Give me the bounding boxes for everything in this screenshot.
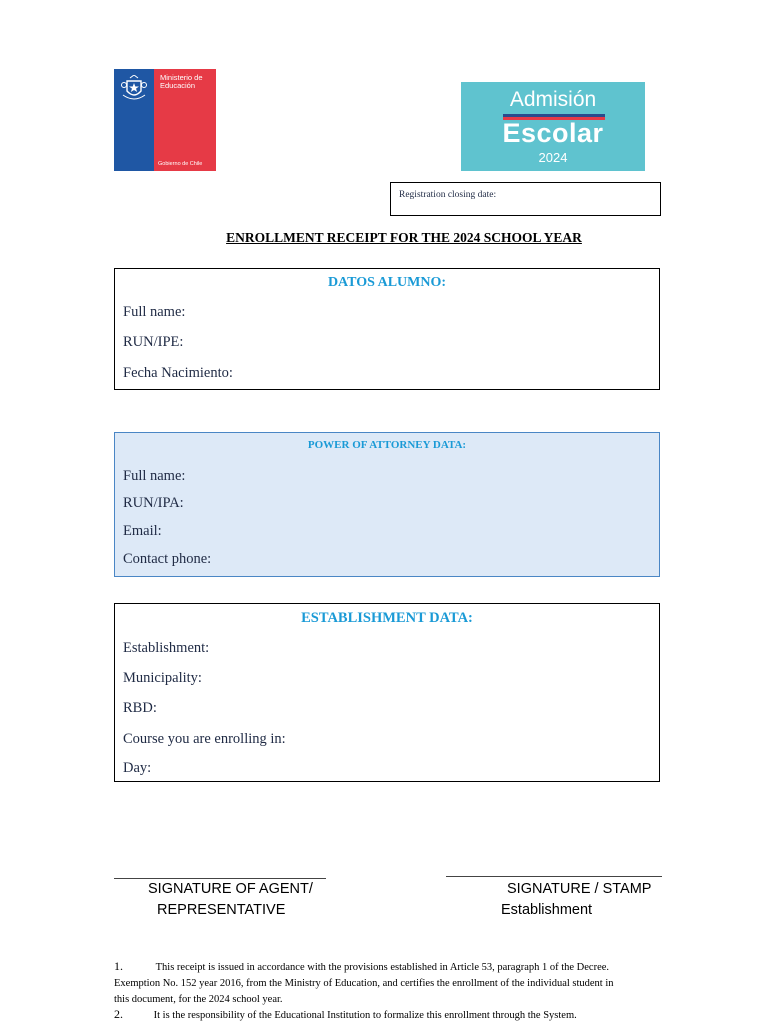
admision-logo-year: 2024 (538, 150, 568, 165)
attorney-run-field: RUN/IPA: (123, 495, 184, 511)
establishment-name-field: Establishment: (123, 640, 210, 656)
student-section-heading: DATOS ALUMNO: (327, 275, 447, 290)
student-data-section (114, 268, 660, 390)
ministry-of-education-logo (114, 69, 216, 171)
logo-blue-band (114, 69, 154, 171)
footnote-1-continuation: Exemption No. 152 year 2016, from the Ministry of Education, and certifies the enrollment of the individual student in (114, 978, 614, 989)
government-label: Gobierno de Chile (158, 161, 203, 167)
admision-logo-line1: Admisión (509, 88, 597, 111)
day-field: Day: (123, 760, 152, 776)
admision-logo-line2: Escolar (502, 118, 604, 148)
coat-of-arms-icon (119, 75, 149, 103)
municipality-field: Municipality: (123, 670, 202, 686)
footnote-1 (114, 958, 674, 1008)
establishment-data-section (114, 603, 660, 782)
footnote-1-number: 1. (114, 959, 123, 973)
footnote-2-number: 2. (114, 1007, 123, 1021)
student-full-name-field: Full name: (123, 304, 186, 320)
registration-closing-date-box (390, 182, 661, 216)
attorney-section-heading: POWER OF ATTORNEY DATA: (307, 439, 467, 451)
footnote-2 (114, 1006, 674, 1024)
agent-signature-sublabel: REPRESENTATIVE (157, 902, 286, 918)
student-run-field: RUN/IPE: (123, 334, 184, 350)
course-field: Course you are enrolling in: (123, 731, 286, 747)
establishment-signature-sublabel: Establishment (501, 902, 593, 918)
footnote-1-continuation-2: this document, for the 2024 school year. (114, 994, 283, 1005)
attorney-email-field: Email: (123, 523, 162, 539)
agent-signature-line (114, 878, 326, 879)
agent-signature-label: SIGNATURE OF AGENT/ (148, 881, 313, 897)
power-of-attorney-section (114, 432, 660, 577)
attorney-phone-field: Contact phone: (123, 551, 212, 567)
footnote-1-text: This receipt is issued in accordance with the provisions established in Article 53, paragraph 1 of the Decree. (155, 962, 610, 973)
logo-red-band (154, 69, 216, 171)
rbd-field: RBD: (123, 700, 157, 716)
ministry-name: Ministerio de Educación (160, 73, 203, 90)
footnote-2-text: It is the responsibility of the Educational Institution to formalize this enrollment through the System. (153, 1010, 577, 1021)
establishment-signature-label: SIGNATURE / STAMP (507, 881, 652, 897)
attorney-full-name-field: Full name: (123, 468, 186, 484)
establishment-signature-line (446, 876, 662, 877)
admision-escolar-logo (461, 82, 645, 171)
student-birthdate-field: Fecha Nacimiento: (123, 365, 233, 381)
document-title: ENROLLMENT RECEIPT FOR THE 2024 SCHOOL YEAR (226, 230, 582, 245)
closing-date-label: Registration closing date: (399, 190, 497, 200)
establishment-section-heading: ESTABLISHMENT DATA: (301, 610, 473, 626)
